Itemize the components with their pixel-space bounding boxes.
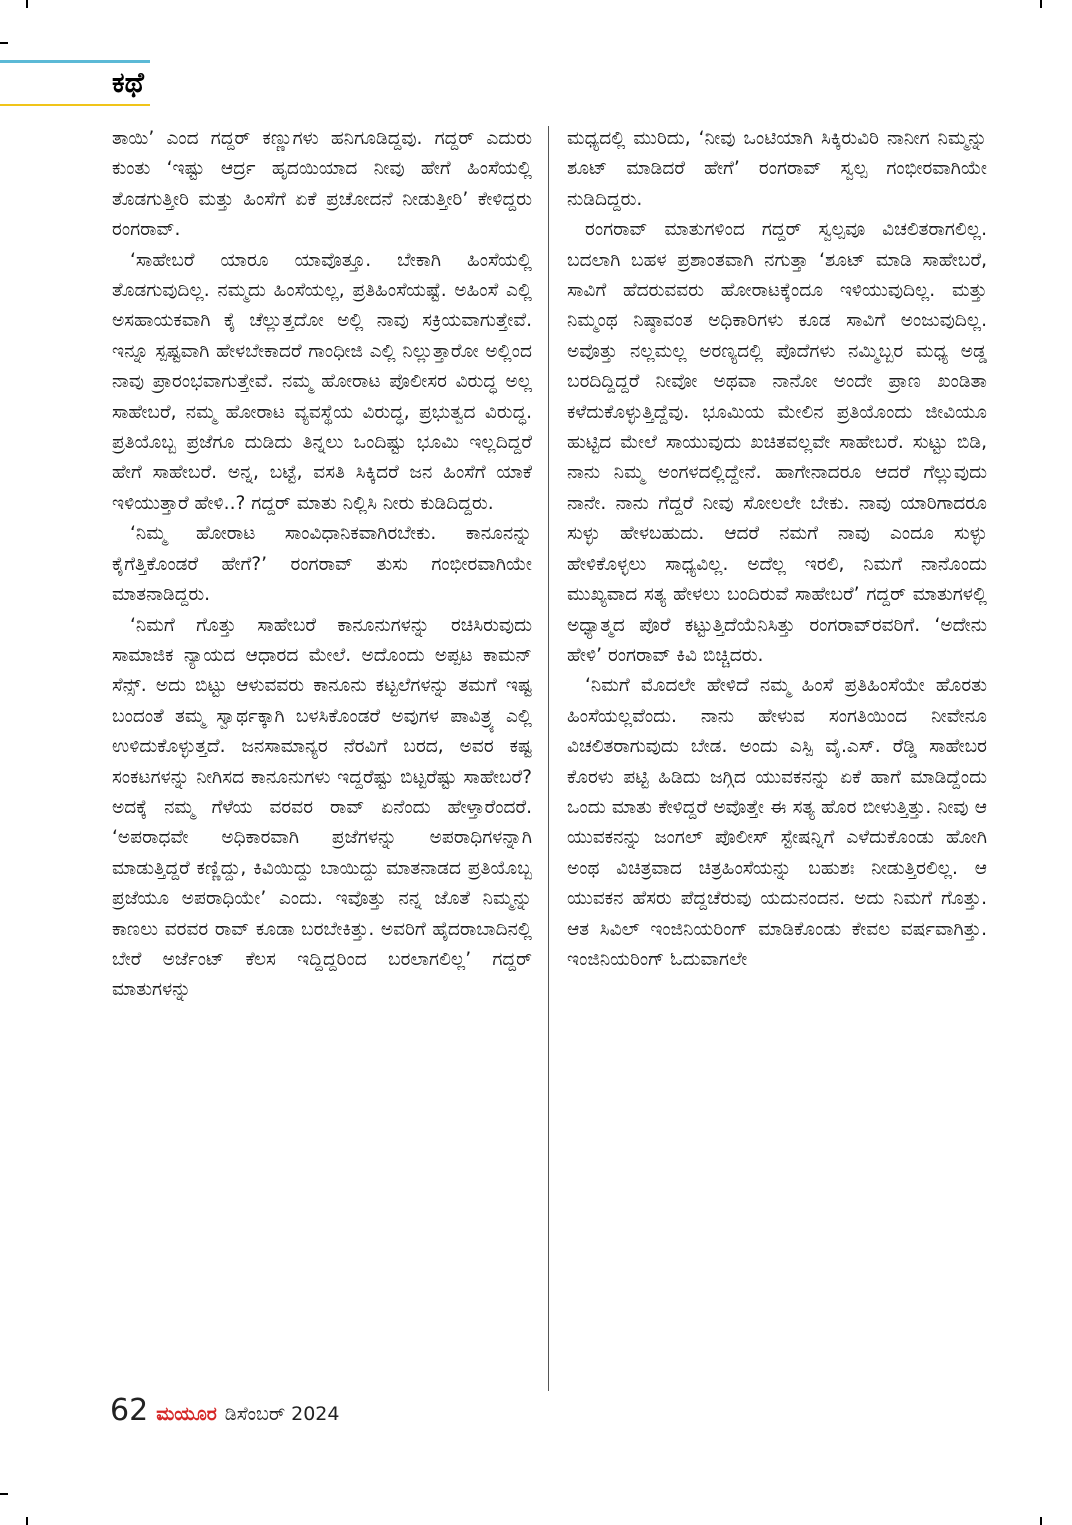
column-divider (548, 126, 549, 1391)
paragraph: ‘ನಿಮಗೆ ಗೊತ್ತು ಸಾಹೇಬರೆ ಕಾನೂನುಗಳನ್ನು ರಚಿಸಿರುವುದು ಸಾಮಾಜಿಕ ನ್ಯಾಯದ ಆಧಾರದ ಮೇಲೆ. ಅದೊಂದು ಅಪ್ಪಟ ಕಾಮನ್ ಸೆನ್ಸ್. ಅದು ಬಿಟ್ಟು ಆಳುವವರು ಕಾನೂನು ಕಟ್ಟಲೆಗಳನ್ನು ತಮಗೆ ಇಷ್ಟ ಬಂದಂತೆ ತಮ್ಮ ಸ್ವಾರ್ಥಕ್ಕಾಗಿ ಬಳಸಿಕೊಂಡರೆ ಅವುಗಳ ಪಾವಿತ್ರ್ಯ ಎಲ್ಲಿ ಉಳಿದುಕೊಳ್ಳುತ್ತದೆ. ಜನಸಾಮಾನ್ಯರ ನೆರವಿಗೆ ಬರದ, ಅವರ ಕಷ್ಟ ಸಂಕಟಗಳನ್ನು ನೀಗಿಸದ ಕಾನೂನುಗಳು ಇದ್ದರೆಷ್ಟು ಬಿಟ್ಟರೆಷ್ಟು ಸಾಹೇಬರೆ? ಅದಕ್ಕೆ ನಮ್ಮ ಗೆಳೆಯ ವರವರ ರಾವ್ ಏನೆಂದು ಹೇಳ್ತಾರೆಂದರೆ. ‘ಅಪರಾಧವೇ ಅಧಿಕಾರವಾಗಿ ಪ್ರಜೆಗಳನ್ನು ಅಪರಾಧಿಗಳನ್ನಾಗಿ ಮಾಡುತ್ತಿದ್ದರೆ ಕಣ್ಣಿದ್ದು, ಕಿವಿಯಿದ್ದು ಬಾಯಿದ್ದು ಮಾತನಾಡದ ಪ್ರತಿಯೊಬ್ಬ ಪ್ರಜೆಯೂ ಅಪರಾಧಿಯೇ’ ಎಂದು. ಇವೊತ್ತು ನನ್ನ ಜೊತೆ ನಿಮ್ಮನ್ನು ಕಾಣಲು ವರವರ ರಾವ್ ಕೂಡಾ ಬರಬೇಕಿತ್ತು. ಅವರಿಗೆ ಹೈದರಾಬಾದಿನಲ್ಲಿ ಬೇರೆ ಅರ್ಜೆಂಟ್ ಕೆಲಸ ಇದ್ದಿದ್ದರಿಂದ ಬರಲಾಗಲಿಲ್ಲ’ ಗದ್ದರ್ ಮಾತುಗಳನ್ನು (112, 614, 532, 1001)
page-number: 62 (110, 1393, 149, 1428)
header-accent-line-yellow (0, 104, 150, 106)
right-column (567, 124, 987, 975)
crop-mark (1040, 0, 1042, 8)
paragraph: ರಂಗರಾವ್ ಮಾತುಗಳಿಂದ ಗದ್ದರ್ ಸ್ವಲ್ಪವೂ ವಿಚಲಿತರಾಗಲಿಲ್ಲ. ಬದಲಾಗಿ ಬಹಳ ಪ್ರಶಾಂತವಾಗಿ ನಗುತ್ತಾ ‘ಶೂಟ್ ಮಾಡಿ ಸಾಹೇಬರೆ, ಸಾವಿಗೆ ಹೆದರುವವರು ಹೋರಾಟಕ್ಕೆಂದೂ ಇಳಿಯುವುದಿಲ್ಲ. ಮತ್ತು ನಿಮ್ಮಂಥ ನಿಷ್ಠಾವಂತ ಅಧಿಕಾರಿಗಳು ಕೂಡ ಸಾವಿಗೆ ಅಂಜುವುದಿಲ್ಲ. ಅವೊತ್ತು ನಲ್ಲಮಲ್ಲ ಅರಣ್ಯದಲ್ಲಿ ಪೊದೆಗಳು ನಮ್ಮಿಬ್ಬರ ಮಧ್ಯ ಅಡ್ಡ ಬರದಿದ್ದಿದ್ದರೆ ನೀವೋ ಅಥವಾ ನಾನೋ ಅಂದೇ ಪ್ರಾಣ ಖಂಡಿತಾ ಕಳೆದುಕೊಳ್ಳುತ್ತಿದ್ದೆವು. ಭೂಮಿಯ ಮೇಲಿನ ಪ್ರತಿಯೊಂದು ಜೀವಿಯೂ ಹುಟ್ಟಿದ ಮೇಲೆ ಸಾಯುವುದು ಖಚಿತವಲ್ಲವೇ ಸಾಹೇಬರೆ. ಸುಟ್ಟು ಬಿಡಿ, ನಾನು ನಿಮ್ಮ ಅಂಗಳದಲ್ಲಿದ್ದೇನೆ. ಹಾಗೇನಾದರೂ ಆದರೆ ಗೆಲ್ಲುವುದು ನಾನೇ. ನಾನು ಗೆದ್ದರೆ ನೀವು ಸೋಲಲೇ ಬೇಕು. ನಾವು ಯಾರಿಗಾದರೂ ಸುಳ್ಳು ಹೇಳಬಹುದು. ಆದರೆ ನಮಗೆ ನಾವು ಎಂದೂ ಸುಳ್ಳು ಹೇಳಿಕೊಳ್ಳಲು ಸಾಧ್ಯವಿಲ್ಲ. ಅದೆಲ್ಲ ಇರಲಿ, ನಿಮಗೆ ನಾನೊಂದು ಮುಖ್ಯವಾದ ಸತ್ಯ ಹೇಳಲು ಬಂದಿರುವೆ ಸಾಹೇಬರೆ’ ಗದ್ದರ್ ಮಾತುಗಳಲ್ಲಿ ಅಧ್ಯಾತ್ಮದ ಪೊರೆ ಕಟ್ಟುತ್ತಿದೆಯೆನಿಸಿತ್ತು ರಂಗರಾವ್‌ರವರಿಗೆ. ‘ಅದೇನು ಹೇಳಿ’ ರಂಗರಾವ್ ಕಿವಿ ಬಿಚ್ಚಿದರು. (567, 219, 987, 666)
crop-mark (1040, 1517, 1042, 1525)
section-title: ಕಥೆ (112, 66, 144, 99)
issue-date: ಡಿಸೆಂಬರ್ 2024 (224, 1403, 340, 1425)
magazine-logo: ಮಯೂರ (156, 1403, 217, 1425)
paragraph: ‘ನಿಮಗೆ ಮೊದಲೇ ಹೇಳಿದೆ ನಮ್ಮ ಹಿಂಸೆ ಪ್ರತಿಹಿಂಸೆಯೇ ಹೊರತು ಹಿಂಸೆಯಲ್ಲವೆಂದು. ನಾನು ಹೇಳುವ ಸಂಗತಿಯಿಂದ ನೀವೇನೂ ವಿಚಲಿತರಾಗುವುದು ಬೇಡ. ಅಂದು ಎಸ್ಪಿ ವೈ.ಎಸ್. ರೆಡ್ಡಿ ಸಾಹೇಬರ ಕೊರಳು ಪಟ್ಟಿ ಹಿಡಿದು ಜಗ್ಗಿದ ಯುವಕನನ್ನು ಏಕೆ ಹಾಗೆ ಮಾಡಿದ್ದೆಂದು ಒಂದು ಮಾತು ಕೇಳಿದ್ದರೆ ಅವೊತ್ತೇ ಈ ಸತ್ಯ ಹೊರ ಬೀಳುತ್ತಿತ್ತು. ನೀವು ಆ ಯುವಕನನ್ನು ಜಂಗಲ್ ಪೊಲೀಸ್ ಸ್ಟೇಷನ್ನಿಗೆ ಎಳೆದುಕೊಂಡು ಹೋಗಿ ಅಂಥ ವಿಚಿತ್ರವಾದ ಚಿತ್ರಹಿಂಸೆಯನ್ನು ಬಹುಶಃ ನೀಡುತ್ತಿರಲಿಲ್ಲ. ಆ ಯುವಕನ ಹೆಸರು ಪೆದ್ದಚೆರುವು ಯದುನಂದನ. ಅದು ನಿಮಗೆ ಗೊತ್ತು. ಆತ ಸಿವಿಲ್ ಇಂಜಿನಿಯರಿಂಗ್ ಮಾಡಿಕೊಂಡು ಕೇವಲ ವರ್ಷವಾಗಿತ್ತು. ಇಂಜಿನಿಯರಿಂಗ್ ಓದುವಾಗಲೇ (567, 675, 987, 970)
paragraph: ‘ನಿಮ್ಮ ಹೋರಾಟ ಸಾಂವಿಧಾನಿಕವಾಗಿರಬೇಕು. ಕಾನೂನನ್ನು ಕೈಗೆತ್ತಿಕೊಂಡರೆ ಹೇಗೆ?’ ರಂಗರಾವ್ ತುಸು ಗಂಭೀರವಾಗಿಯೇ ಮಾತನಾಡಿದ್ದರು. (112, 523, 532, 606)
paragraph: ತಾಯಿ’ ಎಂದ ಗದ್ದರ್ ಕಣ್ಣುಗಳು ಹನಿಗೂಡಿದ್ದವು. ಗದ್ದರ್ ಎದುರು ಕುಂತು ‘ಇಷ್ಟು ಆರ್ದ್ರ ಹೃದಯಿಯಾದ ನೀವು ಹೇಗೆ ಹಿಂಸೆಯಲ್ಲಿ ತೊಡಗುತ್ತೀರಿ ಮತ್ತು ಹಿಂಸೆಗೆ ಏಕೆ ಪ್ರಚೋದನೆ ನೀಡುತ್ತೀರಿ’ ಕೇಳಿದ್ದರು ರಂಗರಾವ್. (112, 128, 532, 241)
crop-mark (0, 42, 8, 44)
left-column (112, 124, 532, 1006)
paragraph: ಮಧ್ಯದಲ್ಲಿ ಮುರಿದು, ‘ನೀವು ಒಂಟಿಯಾಗಿ ಸಿಕ್ಕಿರುವಿರಿ ನಾನೀಗ ನಿಮ್ಮನ್ನು ಶೂಟ್ ಮಾಡಿದರೆ ಹೇಗೆ’ ರಂಗರಾವ್ ಸ್ವಲ್ಪ ಗಂಭೀರವಾಗಿಯೇ ನುಡಿದಿದ್ದರು. (567, 128, 987, 210)
crop-mark (26, 1517, 28, 1525)
crop-mark (26, 0, 28, 8)
crop-mark (0, 1493, 8, 1495)
page-footer (110, 1393, 339, 1429)
header-accent-line-blue (0, 60, 150, 63)
paragraph: ‘ಸಾಹೇಬರೆ ಯಾರೂ ಯಾವೊತ್ತೂ. ಬೇಕಾಗಿ ಹಿಂಸೆಯಲ್ಲಿ ತೊಡಗುವುದಿಲ್ಲ. ನಮ್ಮದು ಹಿಂಸೆಯಲ್ಲ, ಪ್ರತಿಹಿಂಸೆಯಷ್ಟೆ. ಅಹಿಂಸೆ ಎಲ್ಲಿ ಅಸಹಾಯಕವಾಗಿ ಕೈ ಚೆಲ್ಲುತ್ತದೋ ಅಲ್ಲಿ ನಾವು ಸಕ್ರಿಯವಾಗುತ್ತೇವೆ. ಇನ್ನೂ ಸ್ಪಷ್ಟವಾಗಿ ಹೇಳಬೇಕಾದರೆ ಗಾಂಧೀಜಿ ಎಲ್ಲಿ ನಿಲ್ಲುತ್ತಾರೋ ಅಲ್ಲಿಂದ ನಾವು ಪ್ರಾರಂಭವಾಗುತ್ತೇವೆ. ನಮ್ಮ ಹೋರಾಟ ಪೊಲೀಸರ ವಿರುದ್ಧ ಅಲ್ಲ ಸಾಹೇಬರೆ, ನಮ್ಮ ಹೋರಾಟ ವ್ಯವಸ್ಥೆಯ ವಿರುದ್ಧ, ಪ್ರಭುತ್ವದ ವಿರುದ್ಧ. ಪ್ರತಿಯೊಬ್ಬ ಪ್ರಜೆಗೂ ದುಡಿದು ತಿನ್ನಲು ಒಂದಿಷ್ಟು ಭೂಮಿ ಇಲ್ಲದಿದ್ದರೆ ಹೇಗೆ ಸಾಹೇಬರೆ. ಅನ್ನ, ಬಟ್ಟೆ, ವಸತಿ ಸಿಕ್ಕಿದರೆ ಜನ ಹಿಂಸೆಗೆ ಯಾಕೆ ಇಳಿಯುತ್ತಾರೆ ಹೇಳಿ..? ಗದ್ದರ್ ಮಾತು ನಿಲ್ಲಿಸಿ ನೀರು ಕುಡಿದಿದ್ದರು. (112, 249, 532, 514)
